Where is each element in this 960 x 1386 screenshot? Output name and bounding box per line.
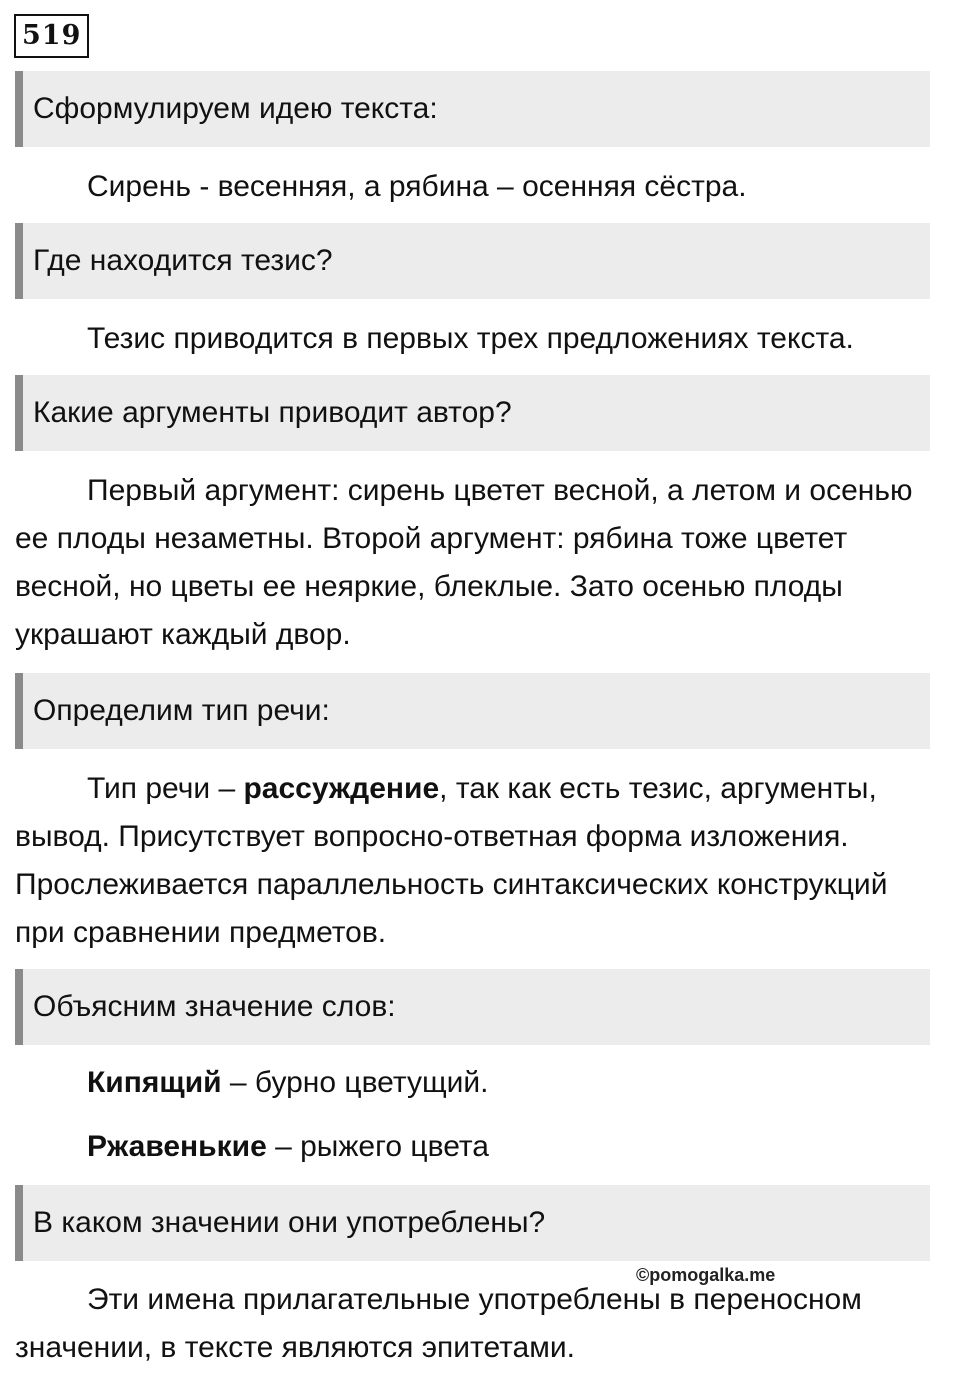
term-meaning: – рыжего цвета: [266, 1130, 489, 1163]
term-meaning: – бурно цветущий.: [221, 1066, 489, 1099]
answer-usage: Эти имена прилагательные употреблены в переносном значении, в тексте являются эпитетами.: [15, 1283, 862, 1364]
answer-speech-type: [15, 765, 945, 957]
exercise-number: 519: [14, 14, 89, 58]
question-usage: В каком значении они употреблены?: [15, 1185, 930, 1261]
watermark: ©pomogalka.me: [636, 1265, 776, 1285]
answer-arguments: Первый аргумент: сирень цветет весной, а летом и осенью ее плоды незаметны. Второй аргумент: рябина тоже цветет весной, но цветы ее неяркие, блеклые. Зато осенью плоды украшают каждый двор.: [15, 474, 913, 651]
term-word: Кипящий: [87, 1066, 222, 1099]
term-definition: [87, 1059, 488, 1107]
term-word: Ржавенькие: [87, 1130, 267, 1163]
speech-type-term: рассуждение: [243, 772, 440, 805]
question-speech-type: Определим тип речи:: [15, 673, 930, 749]
question-word-meaning: Объясним значение слов:: [15, 969, 930, 1045]
answer-speech-type-rest: , так как есть тезис, аргументы, вывод. Присутствует вопросно-ответная форма изложения. Прослеживается параллельность синтаксических конструкций при сравнении предметов.: [15, 772, 888, 949]
answer-idea: Сирень - весенняя, а рябина – осенняя сёстра.: [87, 170, 747, 203]
term-definition: [87, 1123, 489, 1171]
question-thesis: Где находится тезис?: [15, 223, 930, 299]
question-arguments: Какие аргументы приводит автор?: [15, 375, 930, 451]
answer-thesis: Тезис приводится в первых трех предложениях текста.: [87, 322, 854, 355]
question-idea: Сформулируем идею текста:: [15, 71, 930, 147]
answer-speech-type-prefix: Тип речи –: [87, 772, 244, 805]
